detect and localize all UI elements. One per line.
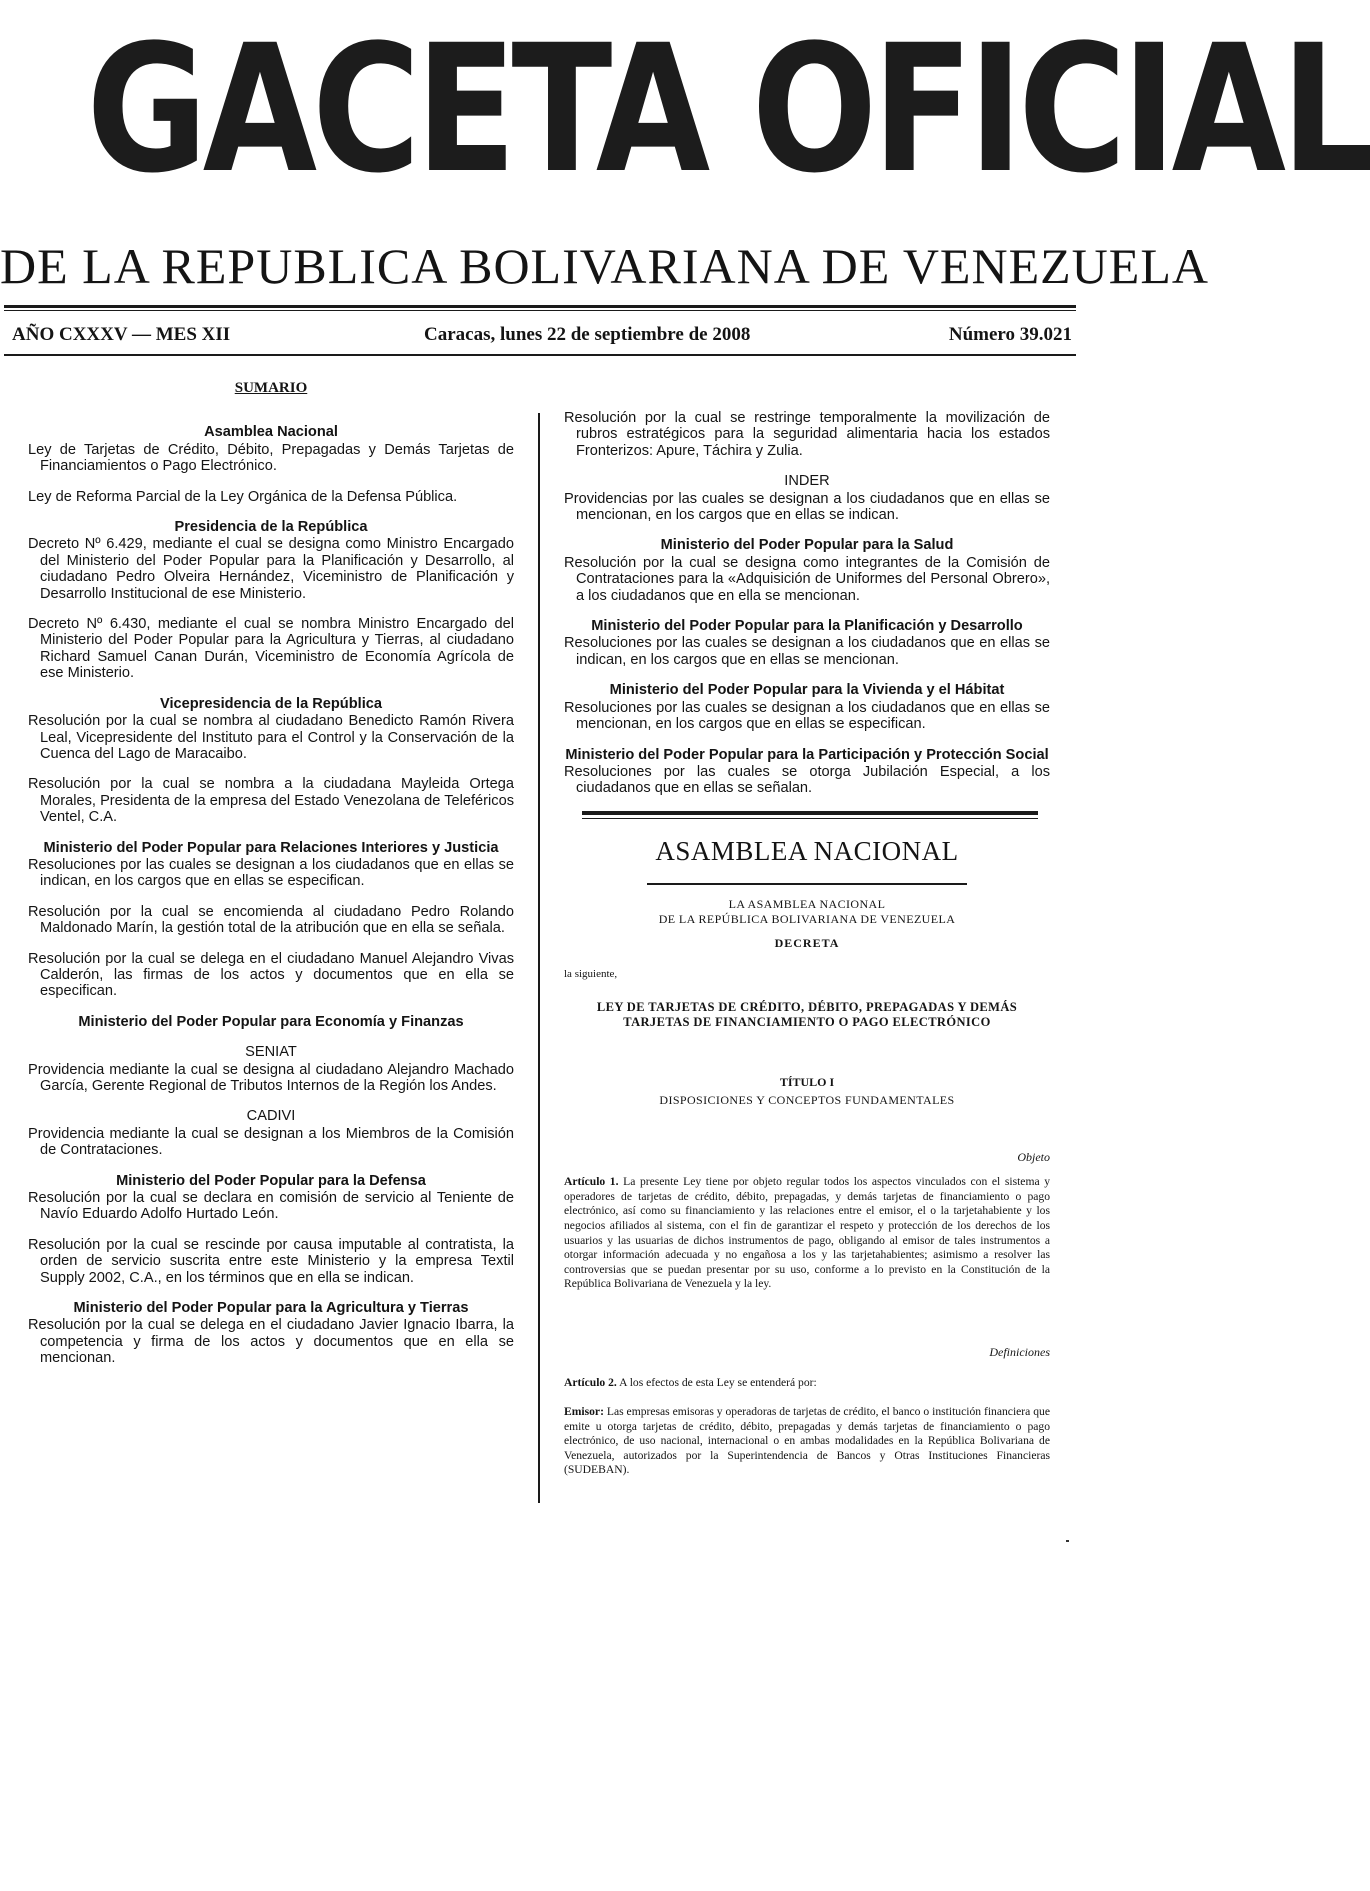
summary-section-heading: Ministerio del Poder Popular para Relaciones Interiores y Justicia bbox=[43, 839, 499, 856]
summary-section-heading: INDER bbox=[784, 473, 830, 490]
summary-entry: Resolución por la cual se encomienda al ciudadano Pedro Rolando Maldonado Marín, la gestión total de la atribución que en ella se señala. bbox=[28, 903, 514, 937]
issue-date: Caracas, lunes 22 de septiembre de 2008 bbox=[424, 324, 751, 345]
objeto-label: Objeto bbox=[1017, 1149, 1050, 1164]
summary-section-heading: Ministerio del Poder Popular para la Participación y Protección Social bbox=[565, 746, 1049, 763]
article-1 bbox=[564, 1175, 1050, 1292]
summary-section-heading: Ministerio del Poder Popular para la Agricultura y Tierras bbox=[73, 1300, 469, 1317]
summary-section-heading: Asamblea Nacional bbox=[204, 424, 338, 441]
summary-section-heading: Ministerio del Poder Popular para la Salud bbox=[660, 537, 954, 554]
summary-entry: Resolución por la cual se nombra al ciudadano Benedicto Ramón Rivera Leal, Vicepresidente del Instituto para el Control y la Conservación de la Cuenca del Lago de Maracaibo. bbox=[28, 713, 514, 762]
summary-entry: Resolución por la cual se delega en el ciudadano Javier Ignacio Ibarra, la competencia y firma de los actos y documentos que en ella se mencionan. bbox=[28, 1317, 514, 1367]
titulo-heading: TÍTULO I bbox=[779, 1074, 835, 1089]
summary-entry: Resolución por la cual se declara en comisión de servicio al Teniente de Navío Eduardo Adolfo Hurtado León. bbox=[28, 1190, 514, 1223]
emisor-label: Emisor: bbox=[564, 1404, 604, 1418]
year-month: AÑO CXXXV — MES XII bbox=[12, 324, 231, 345]
summary-section-heading: CADIVI bbox=[246, 1108, 296, 1125]
summary-entry: Resoluciones por las cuales se otorga Jubilación Especial, a los ciudadanos que en ellas se señalan. bbox=[564, 763, 1050, 797]
summary-sections-left bbox=[28, 424, 514, 1366]
scan-speck bbox=[1066, 1540, 1069, 1542]
dateline bbox=[12, 322, 1072, 348]
summary-column-left bbox=[28, 380, 514, 1371]
summary-entry: Resoluciones por las cuales se designan a los ciudadanos que en ellas se mencionan, en los cargos que en ellas se especifican. bbox=[564, 699, 1050, 733]
definiciones-label: Definiciones bbox=[989, 1344, 1050, 1359]
summary-entry: Ley de Reforma Parcial de la Ley Orgánica de la Defensa Pública. bbox=[28, 488, 458, 505]
summary-entry: Resoluciones por las cuales se designan a los ciudadanos que en ellas se indican, en los cargos que en ellas se mencionan. bbox=[564, 635, 1050, 668]
article-1-label: Artículo 1. bbox=[564, 1175, 619, 1189]
summary-entry: Resolución por la cual se designa como integrantes de la Comisión de Contrataciones para la «Adquisición de Uniformes del Personal Obrero», a los ciudadanos que en ella se mencionan. bbox=[564, 554, 1050, 604]
law-title: LEY DE TARJETAS DE CRÉDITO, DÉBITO, PREPAGADAS Y DEMÁS TARJETAS DE FINANCIAMIENTO O PAGO ELECTRÓNICO bbox=[596, 999, 1018, 1029]
summary-entry: Providencias por las cuales se designan a los ciudadanos que en ellas se mencionan, en los cargos que en ellas se indican. bbox=[564, 490, 1050, 524]
gazette-title: GACETA OFICIAL bbox=[86, 7, 1370, 212]
gazette-subtitle: DE LA REPUBLICA BOLIVARIANA DE VENEZUELA bbox=[0, 238, 1209, 294]
disposiciones-heading: DISPOSICIONES Y CONCEPTOS FUNDAMENTALES bbox=[659, 1093, 955, 1108]
decree-issuer-line-1: LA ASAMBLEA NACIONAL bbox=[728, 897, 886, 912]
definition-emisor bbox=[564, 1405, 1050, 1478]
summary-entry: Decreto Nº 6.429, mediante el cual se designa como Ministro Encargado del Ministerio del Poder Popular para la Planificación y Desarrollo, al ciudadano Pedro Olveira Hernández, Viceministro de Planificación y Desarrollo Institucional de ese Ministerio. bbox=[28, 536, 514, 602]
summary-section-heading: Ministerio del Poder Popular para la Defensa bbox=[116, 1172, 426, 1189]
masthead-rule-thick bbox=[4, 305, 1076, 308]
section-rule-thin bbox=[582, 818, 1038, 819]
article-2-text: A los efectos de esta Ley se entenderá por: bbox=[619, 1376, 817, 1390]
issue-number: Número 39.021 bbox=[948, 324, 1072, 345]
summary-section-heading: Presidencia de la República bbox=[174, 519, 368, 536]
la-siguiente: la siguiente, bbox=[564, 967, 618, 980]
summary-section-heading: Vicepresidencia de la República bbox=[160, 695, 382, 712]
summary-entry: Ley de Tarjetas de Crédito, Débito, Prepagadas y Demás Tarjetas de Financiamientos o Pago Electrónico. bbox=[28, 441, 514, 475]
decree-issuer-line-2: DE LA REPÚBLICA BOLIVARIANA DE VENEZUELA bbox=[658, 912, 956, 927]
summary-column-right bbox=[564, 410, 1050, 1478]
asamblea-nacional-heading: ASAMBLEA NACIONAL bbox=[655, 835, 959, 866]
summary-title: SUMARIO bbox=[234, 380, 308, 396]
summary-section-heading: Ministerio del Poder Popular para la Vivienda y el Hábitat bbox=[609, 682, 1005, 699]
summary-entry: Resolución por la cual se restringe temporalmente la movilización de rubros estratégicos para la seguridad alimentaria hacia los estados Fronterizos: Apure, Táchira y Zulia. bbox=[564, 410, 1050, 459]
masthead-rule-thin bbox=[4, 310, 1076, 311]
summary-sections-right bbox=[564, 410, 1050, 797]
summary-entry: Decreto Nº 6.430, mediante el cual se nombra Ministro Encargado del Ministerio del Poder Popular para la Agricultura y Tierras, al ciudadano Richard Samuel Canan Durán, Viceministro de Economía Agrícola de ese Ministerio. bbox=[28, 616, 514, 682]
dateline-rule bbox=[4, 354, 1076, 356]
summary-section-heading: Ministerio del Poder Popular para Economía y Finanzas bbox=[78, 1013, 464, 1030]
heading-underline bbox=[647, 883, 967, 885]
article-1-text: La presente Ley tiene por objeto regular todos los aspectos vinculados con el sistema y operadores de tarjetas de crédito, débito, prepagadas, y demás tarjetas de financiamiento o pago electrónico, así como su financiamiento y las relaciones entre el emisor, el o la tarjetahabiente y los negocios afiliados al sistema, con el fin de garantizar el respeto y protección de los derechos de los usuarios y las usuarias de dichos instrumentos de pago, obligando al emisor de tales instrumentos a otorgar información adecuada y no engañosa a los y las tarjetahabientes; asimismo a resolver las controversias que se puedan presentar por su uso, conforme a lo previsto en la Constitución de la República Bolivariana de Venezuela y la ley. bbox=[564, 1175, 1051, 1291]
emisor-text: Las empresas emisoras y operadoras de tarjetas de crédito, el banco o institución financiera que emite u otorga tarjetas de crédito, débito, prepagadas y demás tarjetas de financiamiento o pago electrónico, de uso nacional, internacional o en ambas modalidades en la República Bolivariana de Venezuela, autorizados por la Superintendencia de Bancos y Otras Instituciones Financieras (SUDEBAN). bbox=[564, 1404, 1050, 1477]
summary-entry: Resolución por la cual se nombra a la ciudadana Mayleida Ortega Morales, Presidenta de la empresa del Estado Venezolana de Teleféricos Ventel, C.A. bbox=[28, 776, 514, 826]
article-2-label: Artículo 2. bbox=[564, 1376, 617, 1390]
decreta-heading: DECRETA bbox=[774, 936, 840, 951]
column-separator bbox=[538, 413, 540, 1503]
article-2 bbox=[564, 1376, 1050, 1391]
summary-entry: Resoluciones por las cuales se designan a los ciudadanos que en ellas se indican, en los cargos que en ellas se especifican. bbox=[28, 856, 514, 890]
section-rule-thick bbox=[582, 811, 1038, 815]
summary-entry: Resolución por la cual se rescinde por causa imputable al contratista, la orden de servicio suscrita entre este Ministerio y la empresa Textil Supply 2002, C.A., en los términos que en ella se indican. bbox=[28, 1236, 514, 1286]
summary-entry: Providencia mediante la cual se designan a los Miembros de la Comisión de Contrataciones. bbox=[28, 1125, 514, 1159]
summary-entry: Resolución por la cual se delega en el ciudadano Manuel Alejandro Vivas Calderón, las firmas de los actos y documentos que en ella se especifican. bbox=[28, 950, 514, 1000]
summary-section-heading: Ministerio del Poder Popular para la Planificación y Desarrollo bbox=[591, 618, 1023, 635]
summary-entry: Providencia mediante la cual se designa al ciudadano Alejandro Machado García, Gerente Regional de Tributos Internos de la Región los Andes. bbox=[28, 1061, 514, 1094]
summary-section-heading: SENIAT bbox=[245, 1044, 297, 1061]
